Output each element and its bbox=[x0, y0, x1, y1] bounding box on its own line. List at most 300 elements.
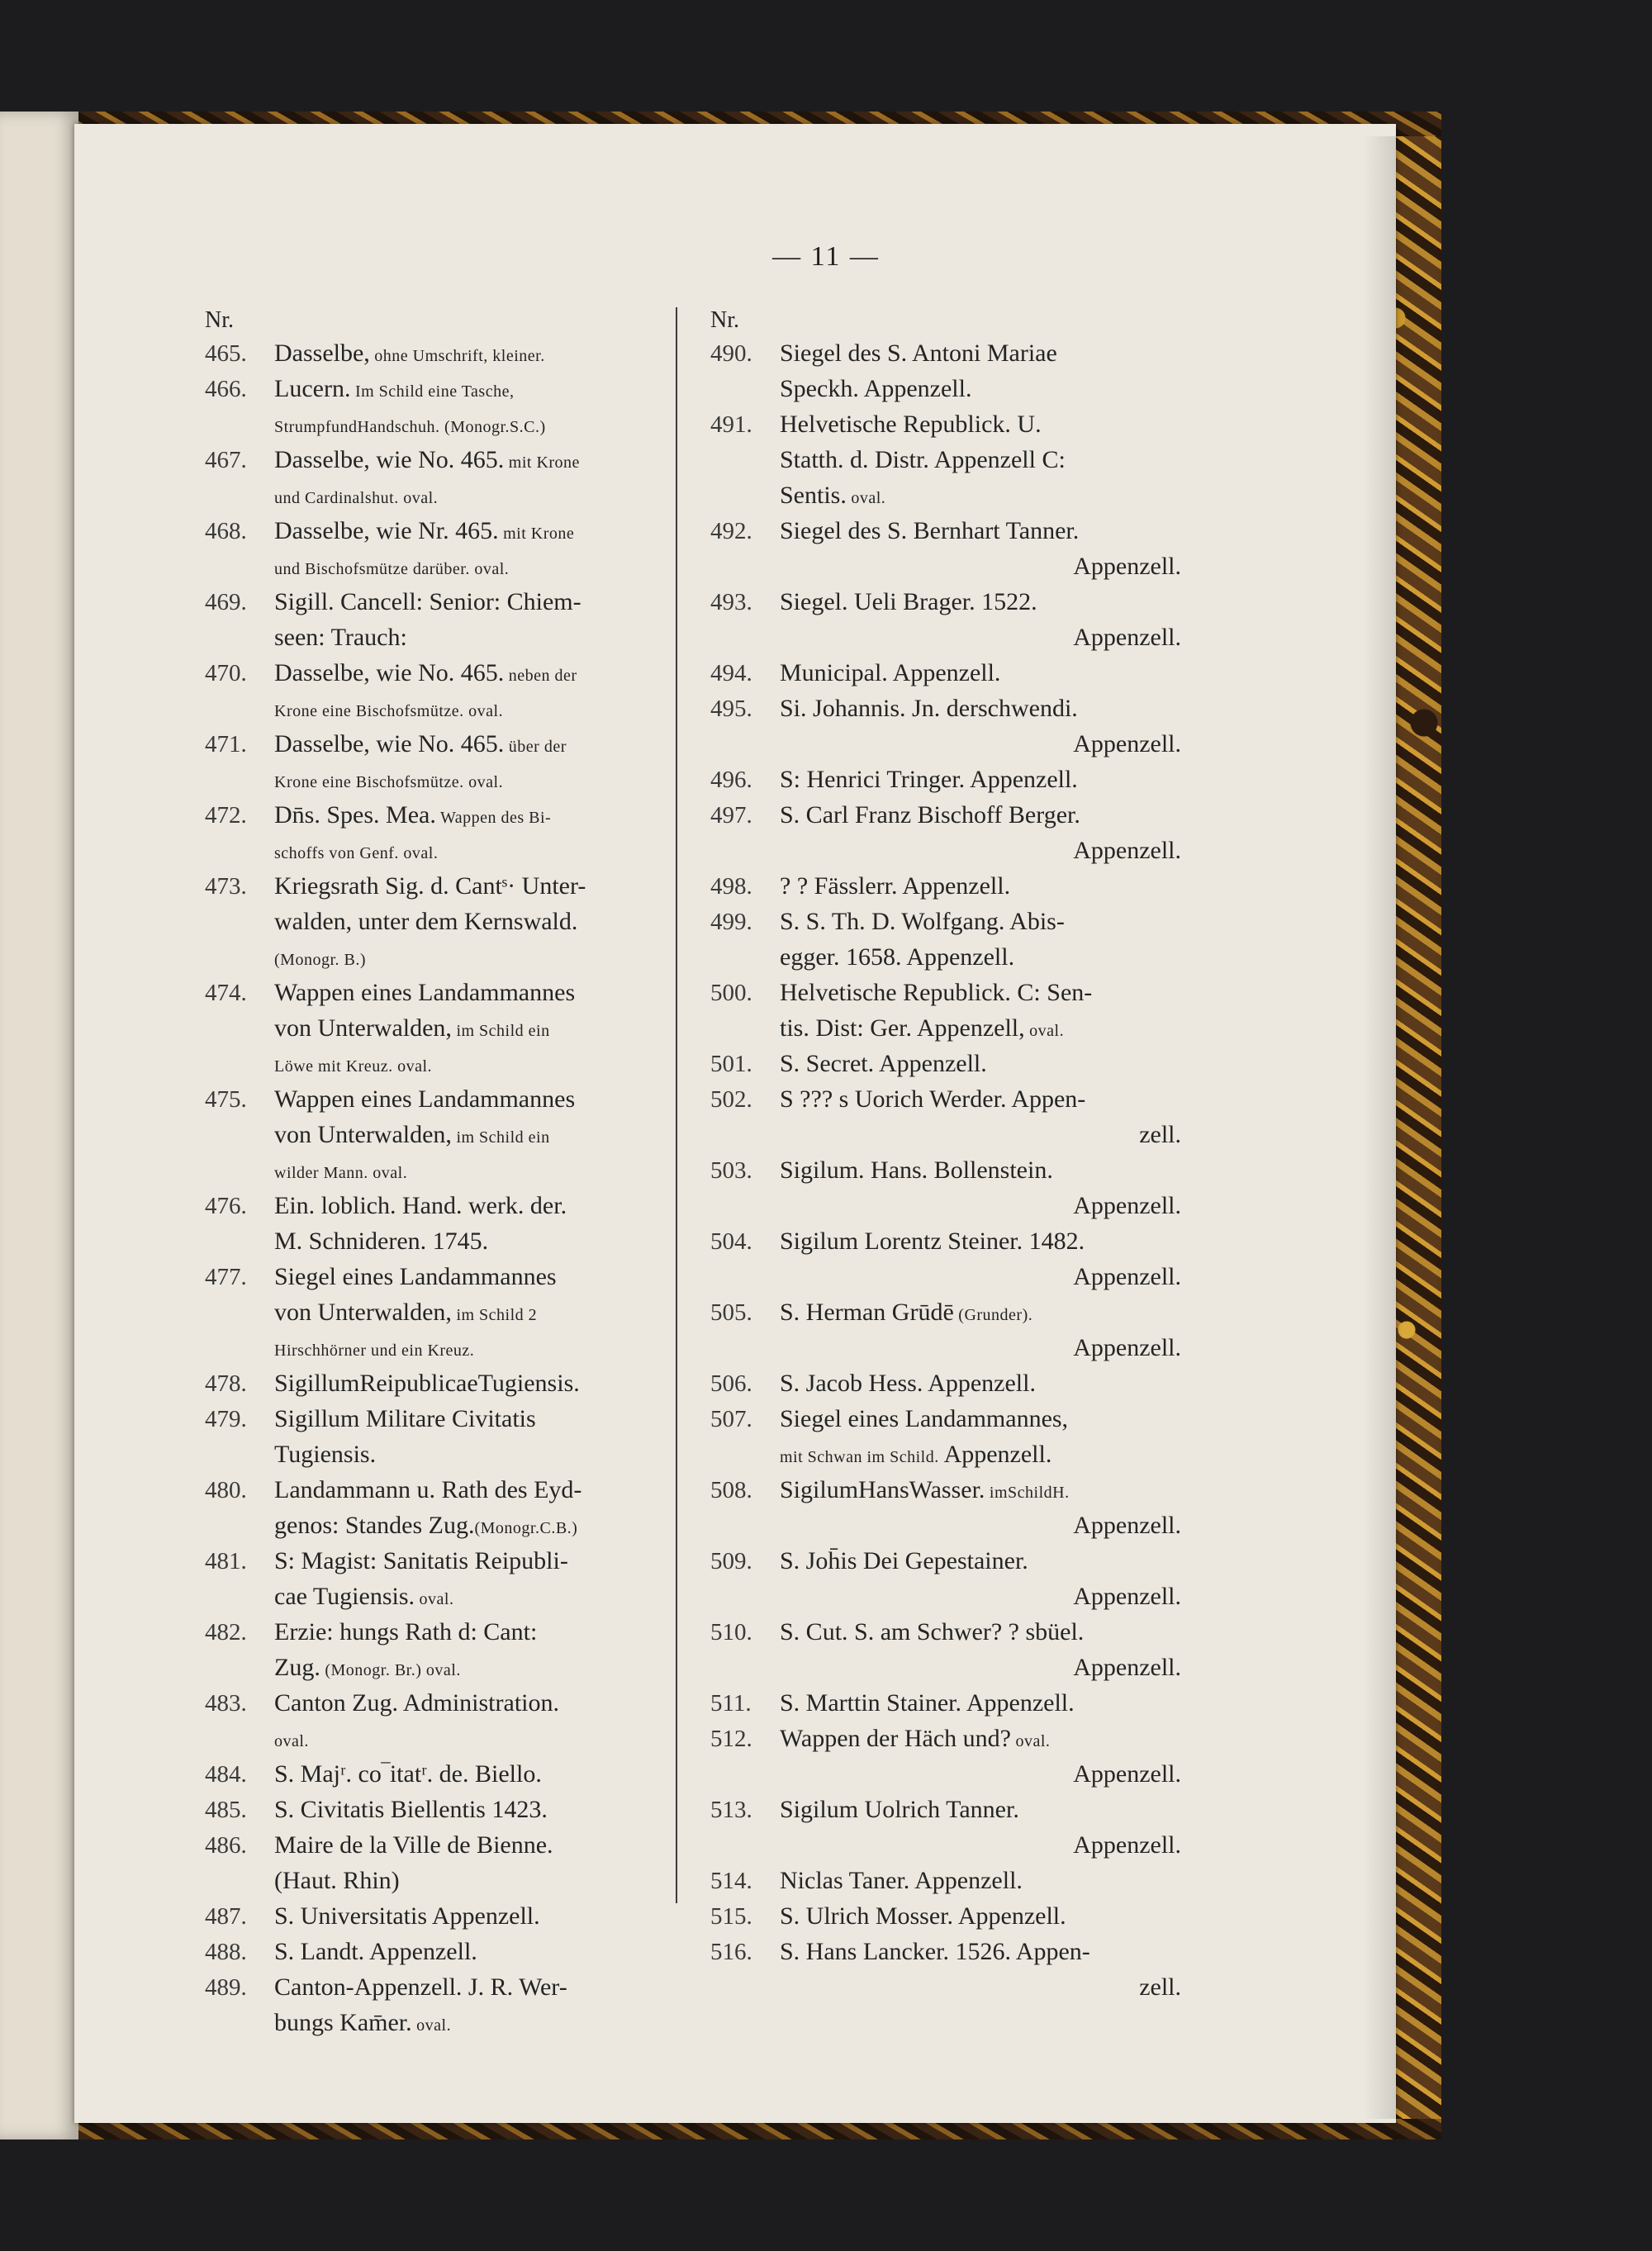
catalogue-entry bbox=[710, 1793, 1181, 1864]
entry-line bbox=[274, 1616, 676, 1651]
entry-line-main: S. Civitatis Biellentis 1423. bbox=[274, 1796, 548, 1823]
catalogue-entry bbox=[205, 657, 676, 728]
entry-text bbox=[780, 1296, 1181, 1367]
entry-number: 509. bbox=[710, 1548, 752, 1574]
entry-number: 485. bbox=[205, 1797, 247, 1823]
entry-number: 498. bbox=[710, 873, 752, 900]
entry-line-main: Siegel eines Landammannes bbox=[274, 1263, 557, 1290]
entry-line bbox=[780, 1829, 1181, 1864]
entry-line-main: cae Tugiensis. bbox=[274, 1583, 415, 1610]
entry-line-main: Appenzell. bbox=[1073, 1334, 1181, 1361]
entry-number: 504. bbox=[710, 1228, 752, 1255]
entry-line-note: oval. bbox=[846, 489, 886, 507]
entry-line-main: Speckh. Appenzell. bbox=[780, 375, 972, 402]
entry-line bbox=[274, 1971, 676, 2006]
catalogue-entry bbox=[710, 799, 1181, 870]
entry-line bbox=[274, 692, 676, 728]
entry-line-main: Sentis. bbox=[780, 482, 847, 509]
catalogue-entry bbox=[205, 976, 676, 1083]
entry-number: 482. bbox=[205, 1619, 247, 1646]
entry-line-main: Dasselbe, bbox=[274, 340, 370, 367]
entry-line bbox=[780, 1651, 1181, 1687]
entry-line-main: S. Hans Lancker. 1526. Appen- bbox=[780, 1938, 1090, 1965]
entry-line-note: (Grunder). bbox=[953, 1306, 1033, 1324]
entry-line bbox=[780, 1403, 1181, 1438]
entry-number: 470. bbox=[205, 660, 247, 686]
entry-line bbox=[780, 1083, 1181, 1118]
entry-number: 496. bbox=[710, 767, 752, 793]
entry-text bbox=[780, 586, 1181, 657]
entry-line-main: S ??? s Uorich Werder. Appen- bbox=[780, 1085, 1086, 1113]
entry-line-main: Sigill. Cancell: Senior: Chiem- bbox=[274, 588, 582, 615]
entry-line bbox=[274, 1296, 676, 1332]
entry-line-main: S. Majʳ. co‾itatʳ. de. Biello. bbox=[274, 1760, 542, 1788]
entry-line bbox=[274, 1687, 676, 1722]
entry-line bbox=[274, 763, 676, 799]
catalogue-entry bbox=[710, 1474, 1181, 1545]
catalogue-entry bbox=[205, 1900, 676, 1935]
entry-text bbox=[274, 1758, 676, 1793]
catalogue-entry bbox=[710, 1687, 1181, 1722]
entry-text bbox=[780, 1403, 1181, 1474]
entry-line-main: Canton Zug. Administration. bbox=[274, 1689, 559, 1717]
entry-text bbox=[780, 905, 1181, 976]
entry-text bbox=[274, 1403, 676, 1474]
entry-text bbox=[274, 1083, 676, 1190]
catalogue-entry bbox=[710, 515, 1181, 586]
entry-number: 506. bbox=[710, 1370, 752, 1397]
entry-line bbox=[274, 1403, 676, 1438]
entry-line-main: Helvetische Republick. C: Sen- bbox=[780, 979, 1093, 1006]
catalogue-entry bbox=[205, 870, 676, 976]
entry-text bbox=[274, 1829, 676, 1900]
entry-number: 477. bbox=[205, 1264, 247, 1290]
entry-line-main: Appenzell. bbox=[1073, 1654, 1181, 1681]
catalogue-entry bbox=[710, 408, 1181, 515]
entry-line-main: Appenzell. bbox=[1073, 624, 1181, 651]
entry-line-main: Appenzell. bbox=[1073, 1583, 1181, 1610]
catalogue-entry bbox=[710, 1403, 1181, 1474]
entry-line bbox=[274, 1722, 676, 1758]
entry-text bbox=[780, 1722, 1181, 1793]
entry-line bbox=[780, 1545, 1181, 1580]
entry-number: 488. bbox=[205, 1939, 247, 1965]
catalogue-entry bbox=[205, 799, 676, 870]
entry-line bbox=[274, 1012, 676, 1047]
entry-line bbox=[780, 1261, 1181, 1296]
entry-line bbox=[780, 1722, 1181, 1758]
entry-text bbox=[780, 1474, 1181, 1545]
entry-text bbox=[780, 1793, 1181, 1864]
entry-line-main: Landammann u. Rath des Eyd- bbox=[274, 1476, 582, 1503]
entry-text bbox=[274, 870, 676, 976]
entry-number: 479. bbox=[205, 1406, 247, 1432]
entry-line bbox=[274, 2006, 676, 2042]
entry-line bbox=[780, 799, 1181, 834]
entry-number: 481. bbox=[205, 1548, 247, 1574]
entry-line bbox=[274, 1118, 676, 1154]
entry-line-note: (Monogr. Br.) oval. bbox=[320, 1661, 461, 1679]
entry-line bbox=[780, 337, 1181, 373]
entry-line-main: (Haut. Rhin) bbox=[274, 1867, 400, 1894]
entry-line-note: im Schild ein bbox=[451, 1022, 550, 1040]
entry-line bbox=[274, 870, 676, 905]
entry-line-main: S. Cut. S. am Schwer? ? sbüel. bbox=[780, 1618, 1085, 1646]
entry-line bbox=[274, 1438, 676, 1474]
entry-line bbox=[274, 1190, 676, 1225]
entry-number: 507. bbox=[710, 1406, 752, 1432]
entry-line-note: und Bischofsmütze darüber. oval. bbox=[274, 560, 510, 578]
catalogue-entry bbox=[205, 1616, 676, 1687]
entry-text bbox=[780, 408, 1181, 515]
entry-text bbox=[274, 1474, 676, 1545]
entry-text bbox=[780, 1900, 1181, 1935]
entry-line-main: S: Henrici Tringer. Appenzell. bbox=[780, 766, 1078, 793]
entry-line bbox=[274, 515, 676, 550]
entry-text bbox=[780, 1225, 1181, 1296]
entry-number: 502. bbox=[710, 1086, 752, 1113]
entry-text bbox=[780, 1545, 1181, 1616]
entry-line bbox=[780, 1154, 1181, 1190]
catalogue-entry bbox=[205, 1403, 676, 1474]
entry-line-main: Siegel. Ueli Brager. 1522. bbox=[780, 588, 1037, 615]
entry-line bbox=[274, 1474, 676, 1509]
entry-line-note: Hirschhörner und ein Kreuz. bbox=[274, 1342, 475, 1360]
entry-line-main: Dasselbe, wie Nr. 465. bbox=[274, 517, 499, 544]
entry-line bbox=[274, 799, 676, 834]
right-column bbox=[710, 304, 1181, 2006]
entry-number: 471. bbox=[205, 731, 247, 757]
entry-line-main: Niclas Taner. Appenzell. bbox=[780, 1867, 1023, 1894]
entry-number: 473. bbox=[205, 873, 247, 900]
entry-line bbox=[274, 586, 676, 621]
entry-number: 492. bbox=[710, 518, 752, 544]
entry-line-main: von Unterwalden, bbox=[274, 1121, 452, 1148]
entry-line bbox=[274, 444, 676, 479]
entry-text bbox=[274, 586, 676, 657]
entry-line bbox=[780, 479, 1181, 515]
entry-line bbox=[780, 621, 1181, 657]
entry-line bbox=[274, 1651, 676, 1687]
entry-line-main: Ein. loblich. Hand. werk. der. bbox=[274, 1192, 567, 1219]
entry-number: 513. bbox=[710, 1797, 752, 1823]
entry-text bbox=[274, 337, 676, 373]
entry-line-note: mit Schwan im Schild. bbox=[780, 1448, 939, 1466]
entry-line-main: Sigilum Uolrich Tanner. bbox=[780, 1796, 1019, 1823]
entry-line-note: mit Krone bbox=[504, 454, 580, 472]
entry-line bbox=[274, 1367, 676, 1403]
entry-line bbox=[780, 1793, 1181, 1829]
entry-text bbox=[274, 373, 676, 444]
entry-line bbox=[274, 1261, 676, 1296]
catalogue-entry bbox=[710, 1545, 1181, 1616]
catalogue-entry bbox=[710, 1900, 1181, 1935]
entry-number: 486. bbox=[205, 1832, 247, 1859]
entry-number: 475. bbox=[205, 1086, 247, 1113]
column-divider bbox=[676, 307, 677, 1903]
entry-line-main: M. Schnideren. 1745. bbox=[274, 1228, 489, 1255]
entry-line bbox=[274, 1793, 676, 1829]
page-shadow bbox=[1363, 136, 1396, 2119]
entry-line bbox=[274, 1154, 676, 1190]
entry-line-main: SigillumReipublicaeTugiensis. bbox=[274, 1370, 580, 1397]
catalogue-entry bbox=[205, 515, 676, 586]
entry-number: 487. bbox=[205, 1903, 247, 1930]
entry-line bbox=[780, 408, 1181, 444]
entry-line-main: Tugiensis. bbox=[274, 1441, 377, 1468]
entry-text bbox=[274, 1545, 676, 1616]
entry-text bbox=[274, 444, 676, 515]
entry-line bbox=[274, 1047, 676, 1083]
catalogue-entry bbox=[205, 1474, 676, 1545]
entry-line-main: Dn̄s. Spes. Mea. bbox=[274, 801, 436, 829]
entry-line-main: zell. bbox=[1139, 1121, 1181, 1148]
entry-number: 503. bbox=[710, 1157, 752, 1184]
entry-line-tail: Appenzell. bbox=[938, 1441, 1052, 1468]
catalogue-entry bbox=[205, 1687, 676, 1758]
entry-number: 468. bbox=[205, 518, 247, 544]
entry-line-main: Appenzell. bbox=[1073, 730, 1181, 757]
catalogue-entry bbox=[205, 1190, 676, 1261]
entry-line bbox=[780, 1971, 1181, 2006]
entry-line-note: schoffs von Genf. oval. bbox=[274, 844, 439, 862]
column-header: Nr. bbox=[710, 307, 739, 333]
entry-number: 512. bbox=[710, 1726, 752, 1752]
catalogue-entry bbox=[710, 1864, 1181, 1900]
entry-line bbox=[274, 976, 676, 1012]
entry-number: 516. bbox=[710, 1939, 752, 1965]
entry-text bbox=[780, 870, 1181, 905]
entry-line-main: seen: Trauch: bbox=[274, 624, 407, 651]
catalogue-entry bbox=[710, 1047, 1181, 1083]
entry-line-main: egger. 1658. Appenzell. bbox=[780, 943, 1015, 971]
entry-number: 489. bbox=[205, 1974, 247, 2001]
catalogue-entry bbox=[205, 1971, 676, 2042]
entry-line bbox=[780, 870, 1181, 905]
catalogue-entry bbox=[710, 1154, 1181, 1225]
entry-line-main: S. Secret. Appenzell. bbox=[780, 1050, 987, 1077]
entry-line-main: Helvetische Republick. U. bbox=[780, 411, 1042, 438]
entry-line bbox=[274, 373, 676, 408]
entry-line bbox=[780, 550, 1181, 586]
entry-text bbox=[274, 976, 676, 1083]
entry-line-main: von Unterwalden, bbox=[274, 1014, 452, 1042]
catalogue-entry bbox=[710, 586, 1181, 657]
entry-line-main: Siegel des S. Bernhart Tanner. bbox=[780, 517, 1080, 544]
entry-number: 472. bbox=[205, 802, 247, 829]
entry-line bbox=[780, 1900, 1181, 1935]
catalogue-entry bbox=[710, 1367, 1181, 1403]
entry-line-main: zell. bbox=[1139, 1973, 1181, 2001]
entry-line-main: Canton-Appenzell. J. R. Wer- bbox=[274, 1973, 567, 2001]
entry-line-main: Appenzell. bbox=[1073, 837, 1181, 864]
entry-line bbox=[274, 1580, 676, 1616]
entry-number: 478. bbox=[205, 1370, 247, 1397]
entry-line bbox=[274, 1083, 676, 1118]
entry-line-note: im Schild 2 bbox=[451, 1306, 538, 1324]
entry-text bbox=[274, 1935, 676, 1971]
catalogue-entry bbox=[205, 1367, 676, 1403]
catalogue-entry bbox=[710, 337, 1181, 408]
entry-line bbox=[274, 1900, 676, 1935]
entry-line-main: SigilumHansWasser. bbox=[780, 1476, 985, 1503]
entry-text bbox=[780, 763, 1181, 799]
catalogue-entry bbox=[710, 763, 1181, 799]
entry-line-main: S. Landt. Appenzell. bbox=[274, 1938, 477, 1965]
entry-line bbox=[780, 1332, 1181, 1367]
entry-text bbox=[274, 1616, 676, 1687]
entry-line bbox=[780, 1438, 1181, 1474]
entry-list bbox=[205, 337, 676, 2042]
entry-line bbox=[780, 1367, 1181, 1403]
entry-line bbox=[274, 1758, 676, 1793]
entry-line-main: Sigillum Militare Civitatis bbox=[274, 1405, 536, 1432]
entry-text bbox=[274, 1190, 676, 1261]
entry-number: 510. bbox=[710, 1619, 752, 1646]
entry-line-main: bungs Kam̄er. bbox=[274, 2009, 412, 2036]
entry-line-note: Löwe mit Kreuz. oval. bbox=[274, 1057, 432, 1076]
entry-line bbox=[274, 1935, 676, 1971]
entry-text bbox=[274, 1900, 676, 1935]
entry-text bbox=[274, 657, 676, 728]
entry-text bbox=[780, 657, 1181, 692]
entry-line-main: Wappen eines Landammannes bbox=[274, 1085, 576, 1113]
entry-line-main: Zug. bbox=[274, 1654, 320, 1681]
entry-text bbox=[780, 1047, 1181, 1083]
entry-line bbox=[780, 1474, 1181, 1509]
entry-line bbox=[780, 834, 1181, 870]
left-column bbox=[205, 304, 676, 2042]
entry-line-note: (Monogr. B.) bbox=[274, 951, 366, 969]
catalogue-entry bbox=[205, 1545, 676, 1616]
column-header: Nr. bbox=[205, 307, 234, 333]
entry-line bbox=[780, 941, 1181, 976]
entry-line-main: Kriegsrath Sig. d. Cantˢ· Unter- bbox=[274, 872, 586, 900]
entry-line-note: StrumpfundHandschuh. (Monogr.S.C.) bbox=[274, 418, 546, 436]
entry-line-note: Krone eine Bischofsmütze. oval. bbox=[274, 702, 504, 720]
entry-number: 490. bbox=[710, 340, 752, 367]
entry-text bbox=[274, 1793, 676, 1829]
catalogue-entry bbox=[205, 1793, 676, 1829]
entry-line bbox=[780, 1758, 1181, 1793]
entry-line-main: Lucern. bbox=[274, 375, 351, 402]
entry-line-main: S. Joh̄is Dei Gepestainer. bbox=[780, 1547, 1028, 1574]
left-book-cover bbox=[0, 112, 81, 2139]
entry-line-main: Dasselbe, wie No. 465. bbox=[274, 659, 505, 686]
entry-line-main: Sigilum Lorentz Steiner. 1482. bbox=[780, 1228, 1085, 1255]
entry-line-note: (Monogr.C.B.) bbox=[474, 1519, 578, 1537]
entry-line bbox=[780, 1935, 1181, 1971]
entry-line-main: Maire de la Ville de Bienne. bbox=[274, 1831, 553, 1859]
entry-text bbox=[780, 1616, 1181, 1687]
entry-line bbox=[780, 444, 1181, 479]
entry-line bbox=[780, 905, 1181, 941]
entry-number: 499. bbox=[710, 909, 752, 935]
entry-line-note: über der bbox=[504, 738, 567, 756]
entry-line bbox=[780, 1509, 1181, 1545]
entry-text bbox=[274, 799, 676, 870]
entry-line bbox=[780, 1047, 1181, 1083]
catalogue-entry bbox=[205, 1758, 676, 1793]
entry-number: 505. bbox=[710, 1299, 752, 1326]
entry-number: 484. bbox=[205, 1761, 247, 1788]
entry-number: 500. bbox=[710, 980, 752, 1006]
entry-line-note: und Cardinalshut. oval. bbox=[274, 489, 439, 507]
entry-line-note: Wappen des Bi- bbox=[435, 809, 552, 827]
entry-text bbox=[780, 1083, 1181, 1154]
entry-line bbox=[274, 728, 676, 763]
entry-line-main: S: Magist: Sanitatis Reipubli- bbox=[274, 1547, 568, 1574]
entry-line-main: Si. Johannis. Jn. derschwendi. bbox=[780, 695, 1078, 722]
entry-number: 476. bbox=[205, 1193, 247, 1219]
entry-number: 497. bbox=[710, 802, 752, 829]
entry-line-note: oval. bbox=[274, 1732, 309, 1750]
catalogue-entry bbox=[205, 1935, 676, 1971]
entry-line-main: Appenzell. bbox=[1073, 1760, 1181, 1788]
entry-line bbox=[274, 1829, 676, 1864]
entry-line-note: im Schild ein bbox=[451, 1128, 550, 1147]
entry-line bbox=[274, 479, 676, 515]
entry-line-main: S. S. Th. D. Wolfgang. Abis- bbox=[780, 908, 1065, 935]
entry-line-main: Erzie: hungs Rath d: Cant: bbox=[274, 1618, 538, 1646]
entry-text bbox=[780, 337, 1181, 408]
entry-line bbox=[274, 1225, 676, 1261]
entry-line-note: oval. bbox=[1024, 1022, 1065, 1040]
entry-number: 467. bbox=[205, 447, 247, 473]
entry-line bbox=[274, 337, 676, 373]
entry-line-main: Appenzell. bbox=[1073, 1512, 1181, 1539]
entry-line bbox=[780, 1225, 1181, 1261]
entry-line bbox=[274, 1545, 676, 1580]
catalogue-entry bbox=[710, 1296, 1181, 1367]
entry-line-note: Im Schild eine Tasche, bbox=[350, 382, 515, 401]
entry-number: 514. bbox=[710, 1868, 752, 1894]
entry-line-main: Statth. d. Distr. Appenzell C: bbox=[780, 446, 1066, 473]
entry-number: 515. bbox=[710, 1903, 752, 1930]
entry-list bbox=[710, 337, 1181, 2006]
entry-text bbox=[780, 976, 1181, 1047]
entry-line-note: wilder Mann. oval. bbox=[274, 1164, 408, 1182]
entry-text bbox=[780, 1154, 1181, 1225]
catalogue-entry bbox=[205, 728, 676, 799]
entry-line-note: ohne Umschrift, kleiner. bbox=[369, 347, 545, 365]
entry-line bbox=[780, 1616, 1181, 1651]
entry-line bbox=[780, 1864, 1181, 1900]
entry-text bbox=[780, 1367, 1181, 1403]
catalogue-entry bbox=[710, 870, 1181, 905]
entry-line-main: genos: Standes Zug. bbox=[274, 1512, 475, 1539]
entry-line bbox=[780, 1190, 1181, 1225]
catalogue-entry bbox=[205, 1829, 676, 1900]
entry-line bbox=[274, 941, 676, 976]
entry-text bbox=[780, 799, 1181, 870]
entry-line bbox=[274, 905, 676, 941]
catalogue-entry bbox=[710, 657, 1181, 692]
entry-number: 483. bbox=[205, 1690, 247, 1717]
entry-line-main: Municipal. Appenzell. bbox=[780, 659, 1001, 686]
entry-line-main: Wappen der Häch und? bbox=[780, 1725, 1011, 1752]
entry-text bbox=[274, 1261, 676, 1367]
entry-line bbox=[780, 515, 1181, 550]
entry-text bbox=[780, 692, 1181, 763]
entry-number: 494. bbox=[710, 660, 752, 686]
entry-text bbox=[780, 1935, 1181, 2006]
entry-line bbox=[274, 834, 676, 870]
catalogue-entry bbox=[710, 1722, 1181, 1793]
entry-text bbox=[780, 515, 1181, 586]
entry-line-main: Appenzell. bbox=[1073, 1192, 1181, 1219]
entry-number: 511. bbox=[710, 1690, 752, 1717]
